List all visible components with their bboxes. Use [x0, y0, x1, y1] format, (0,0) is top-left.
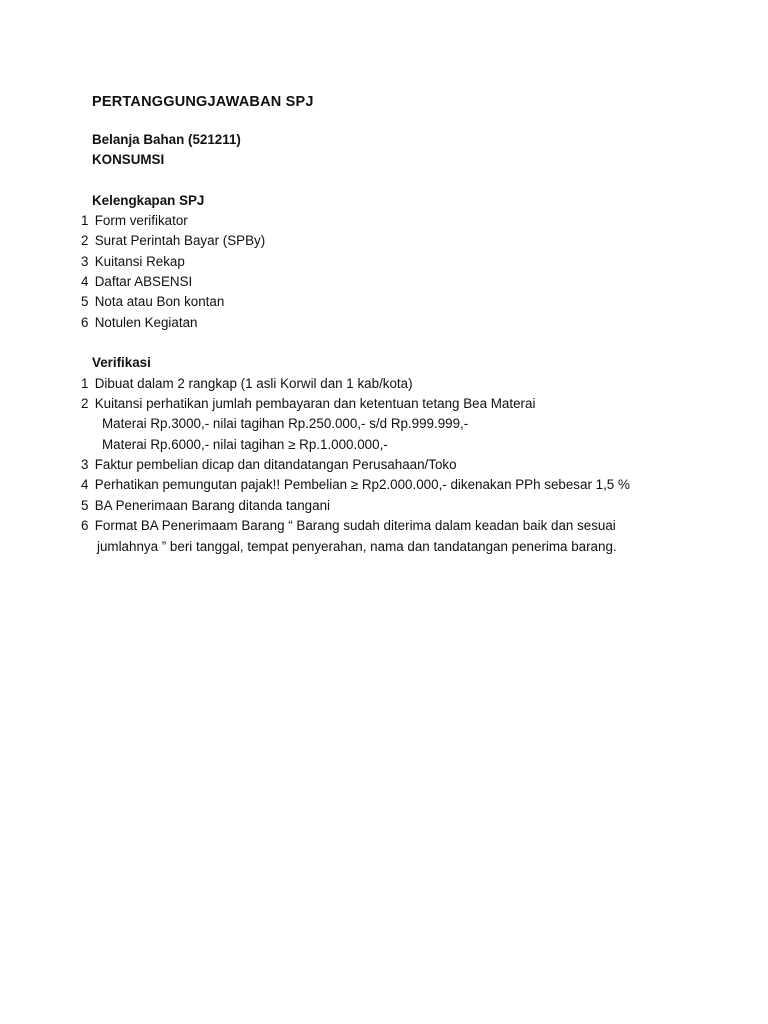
list-item [81, 252, 185, 272]
list-item [81, 475, 630, 495]
account-label: Belanja Bahan (521211) [92, 132, 241, 147]
list-item [81, 211, 188, 231]
list-item-text: Kuitansi Rekap [94, 254, 185, 269]
list-item-number: 2 [81, 396, 89, 411]
list-item-text: Daftar ABSENSI [94, 274, 193, 289]
list-item [81, 394, 535, 414]
category-label: KONSUMSI [92, 152, 165, 167]
list-item [81, 496, 330, 516]
list-item-text: Perhatikan pemungutan pajak!! Pembelian ≥ Rp2.000.000,- dikenakan PPh sebesar 1,5 % [94, 477, 630, 492]
verifikasi-heading: Verifikasi [92, 355, 151, 370]
list-item [81, 313, 197, 333]
kelengkapan-heading: Kelengkapan SPJ [92, 193, 205, 208]
list-subitem: Materai Rp.3000,- nilai tagihan Rp.250.000,- s/d Rp.999.999,- [102, 416, 469, 431]
list-item [81, 292, 224, 312]
list-item [81, 231, 265, 251]
list-item-text: Nota atau Bon kontan [94, 294, 225, 309]
list-item-text: Form verifikator [94, 213, 188, 228]
list-item-continuation: jumlahnya ” beri tanggal, tempat penyerahan, nama dan tandatangan penerima barang. [97, 539, 617, 554]
list-subitem: Materai Rp.6000,- nilai tagihan ≥ Rp.1.000.000,- [102, 437, 388, 452]
list-item-text: Notulen Kegiatan [94, 315, 198, 330]
list-item-number: 6 [81, 315, 89, 330]
list-item-number: 4 [81, 274, 89, 289]
list-item [81, 516, 616, 536]
list-item-text: BA Penerimaan Barang ditanda tangani [94, 498, 330, 513]
list-item-number: 3 [81, 254, 89, 269]
document-title: PERTANGGUNGJAWABAN SPJ [92, 94, 314, 110]
list-item-text: Surat Perintah Bayar (SPBy) [94, 233, 266, 248]
list-item-number: 5 [81, 498, 89, 513]
list-item [81, 455, 457, 475]
list-item-number: 3 [81, 457, 89, 472]
list-item-number: 1 [81, 213, 89, 228]
list-item [81, 272, 192, 292]
list-item-text: Dibuat dalam 2 rangkap (1 asli Korwil dan 1 kab/kota) [94, 376, 413, 391]
list-item-number: 1 [81, 376, 89, 391]
list-item-text: Kuitansi perhatikan jumlah pembayaran dan ketentuan tetang Bea Materai [94, 396, 536, 411]
list-item-number: 4 [81, 477, 89, 492]
list-item-text: Format BA Penerimaam Barang “ Barang sudah diterima dalam keadan baik dan sesuai [94, 518, 616, 533]
list-item-text: Faktur pembelian dicap dan ditandatangan Perusahaan/Toko [94, 457, 457, 472]
list-item-number: 2 [81, 233, 89, 248]
list-item-number: 5 [81, 294, 89, 309]
list-item-number: 6 [81, 518, 89, 533]
list-item [81, 374, 413, 394]
